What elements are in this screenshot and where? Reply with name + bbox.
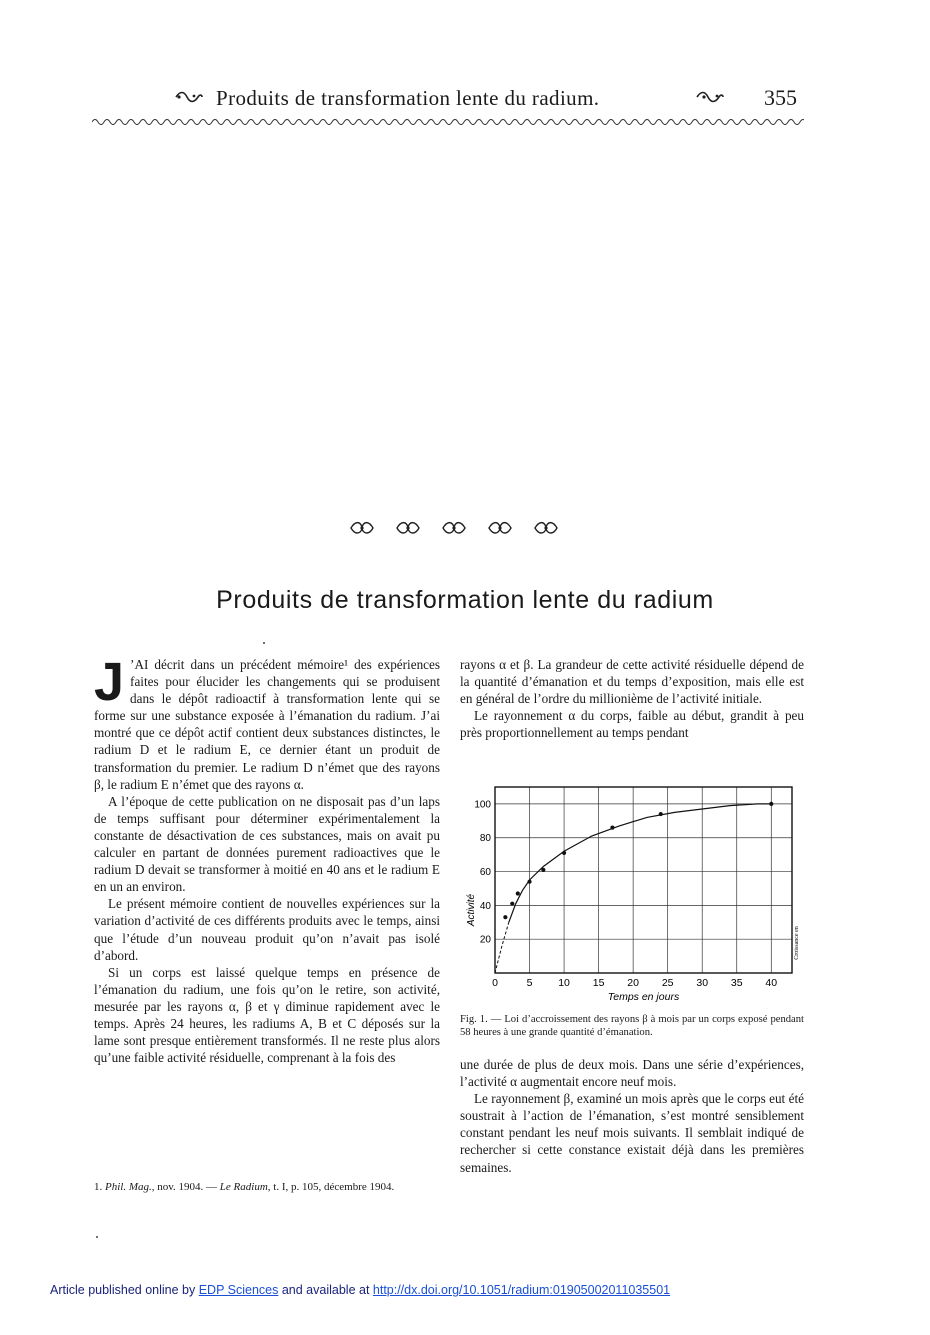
- data-point: [503, 915, 507, 919]
- data-point: [541, 868, 545, 872]
- paragraph: A l’époque de cette publication on ne disposait pas d’un laps de temps suffisant pour déterminer expérimentalement la constante de désactivation de ces substances, mais on avait pu calculer en partant de données purement radioactives que le radium D devait se transformer à moitié en 40 ans et le radium E en un an environ.: [94, 793, 440, 895]
- page-number: 355: [764, 85, 797, 110]
- footer-prefix: Article published online by: [50, 1283, 199, 1297]
- footnote-journal: Phil. Mag.: [105, 1181, 152, 1193]
- print-speck: [263, 642, 265, 644]
- paragraph: Si un corps est laissé quelque temps en présence de l’émanation du radium, une fois qu’on le retire, son activité, mesurée par les rayons α, β et γ diminue rapidement avec le temps. Après 24 heures, les radiums A, B et C déposés sur la lame sont presque entièrement transformés. Il ne reste plus alors qu’une faible activité résiduelle, comprenant à la fois des: [94, 964, 440, 1066]
- x-tick-label: 35: [730, 977, 743, 989]
- chart-grid: [495, 787, 792, 973]
- footnote: [94, 1180, 440, 1194]
- figure-caption: [460, 1013, 804, 1039]
- y-tick-label: 100: [474, 799, 491, 811]
- data-point: [516, 891, 520, 895]
- article-title: Produits de transformation lente du radium: [216, 586, 714, 614]
- header-ornament-left: [174, 90, 204, 109]
- doi-link[interactable]: http://dx.doi.org/10.1051/radium:01905002011035501: [372, 1283, 671, 1297]
- data-point: [510, 902, 514, 906]
- header-rule: [92, 116, 804, 128]
- x-tick-label: 5: [526, 977, 533, 989]
- x-tick-label: 15: [592, 977, 605, 989]
- data-point: [769, 802, 773, 806]
- data-point: [610, 825, 614, 829]
- header-ornament-right: [695, 90, 725, 109]
- data-point: [527, 880, 531, 884]
- footnote-marker: 1.: [94, 1181, 103, 1193]
- fleuron-center-dot: [452, 526, 455, 529]
- data-point: [659, 812, 663, 816]
- footnote-journal-2: Le Radium: [219, 1181, 268, 1193]
- publication-footer: [50, 1283, 910, 1297]
- plot-frame: [495, 787, 792, 973]
- paragraph: ’AI décrit dans un précédent mémoire¹ des expériences faites pour élucider les changements qui se produisent dans le dépôt radioactif à transformation lente qui se forme sur une substance exposée à l’émanation du radium. J’ai montré que ce dépôt actif contient deux substances distinctes, le radium D et le radium E, ce dernier étant un produit de transformation du premier. Le radium D n’émet que des rayons β, le radium E n’émet que des rayons α.: [94, 657, 440, 792]
- x-tick-label: 40: [765, 977, 778, 989]
- fleuron-ornament-row: [350, 517, 560, 539]
- curve-dashed-start: [495, 922, 509, 973]
- paragraph: Le rayonnement α du corps, faible au début, grandit à peu près proportionnellement au temps pendant: [460, 708, 804, 741]
- paragraph: rayons α et β. La grandeur de cette activité résiduelle dépend de la quantité d’émanation et du temps d’exposition, mais elle est en général de l’ordre du millionième de l’activité initiale.: [460, 657, 804, 707]
- publisher-link[interactable]: EDP Sciences: [198, 1283, 279, 1297]
- footnote-text-2: , t. I, p. 105, décembre 1904.: [267, 1181, 395, 1193]
- fleuron-center-dot: [498, 526, 501, 529]
- x-tick-label: 25: [661, 977, 674, 989]
- paragraph: une durée de plus de deux mois. Dans une série d’expériences, l’activité α augmentait encore neuf mois.: [460, 1057, 804, 1090]
- fleuron-center-dot: [406, 526, 409, 529]
- y-tick-label: 40: [479, 900, 491, 912]
- figure-side-label: Croissance en: [794, 926, 800, 960]
- figure-caption-text: — Loi d’accroissement des rayons β à mois par un corps exposé pendant 58 heures à une grande quantité d’émanation.: [460, 1014, 804, 1038]
- left-column: [94, 652, 440, 1066]
- footnote-text: , nov. 1904. —: [151, 1181, 220, 1193]
- paragraph: Le présent mémoire contient de nouvelles expériences sur la variation d’activité de ces différents produits avec le temps, ainsi que l’étude d’un nouveau produit qu’on n’avait pas isolé d’abord.: [94, 896, 440, 963]
- footer-middle: and available at: [278, 1283, 373, 1297]
- print-speck: [96, 1236, 98, 1238]
- fitted-curve: [509, 804, 771, 922]
- x-tick-label: 30: [696, 977, 709, 989]
- fleuron-center-dot: [544, 526, 547, 529]
- running-head-title: Produits de transformation lente du radium.: [216, 86, 600, 110]
- figure-label: Fig. 1.: [460, 1014, 488, 1025]
- paragraph: Le rayonnement β, examiné un mois après que le corps eut été soustrait à l’action de l’émanation, s’est montré sensiblement constant pendant les neuf mois suivants. Il semblait indiqué de rechercher si cette constance existait déjà dans les premières semaines.: [460, 1091, 804, 1175]
- data-point: [562, 851, 566, 855]
- y-tick-label: 20: [479, 934, 491, 946]
- x-axis-label: Temps en jours: [607, 991, 680, 1003]
- x-tick-label: 10: [558, 977, 570, 989]
- y-tick-label: 80: [479, 833, 491, 845]
- fleuron-center-dot: [360, 526, 363, 529]
- right-column-top: [460, 656, 804, 741]
- figure-chart: [460, 775, 805, 1010]
- drop-cap: J: [94, 652, 125, 712]
- right-column-bottom: [460, 1056, 804, 1176]
- y-axis-label: Activité: [466, 893, 477, 927]
- y-tick-label: 60: [479, 867, 491, 879]
- x-tick-label: 0: [492, 977, 498, 989]
- x-tick-label: 20: [627, 977, 639, 989]
